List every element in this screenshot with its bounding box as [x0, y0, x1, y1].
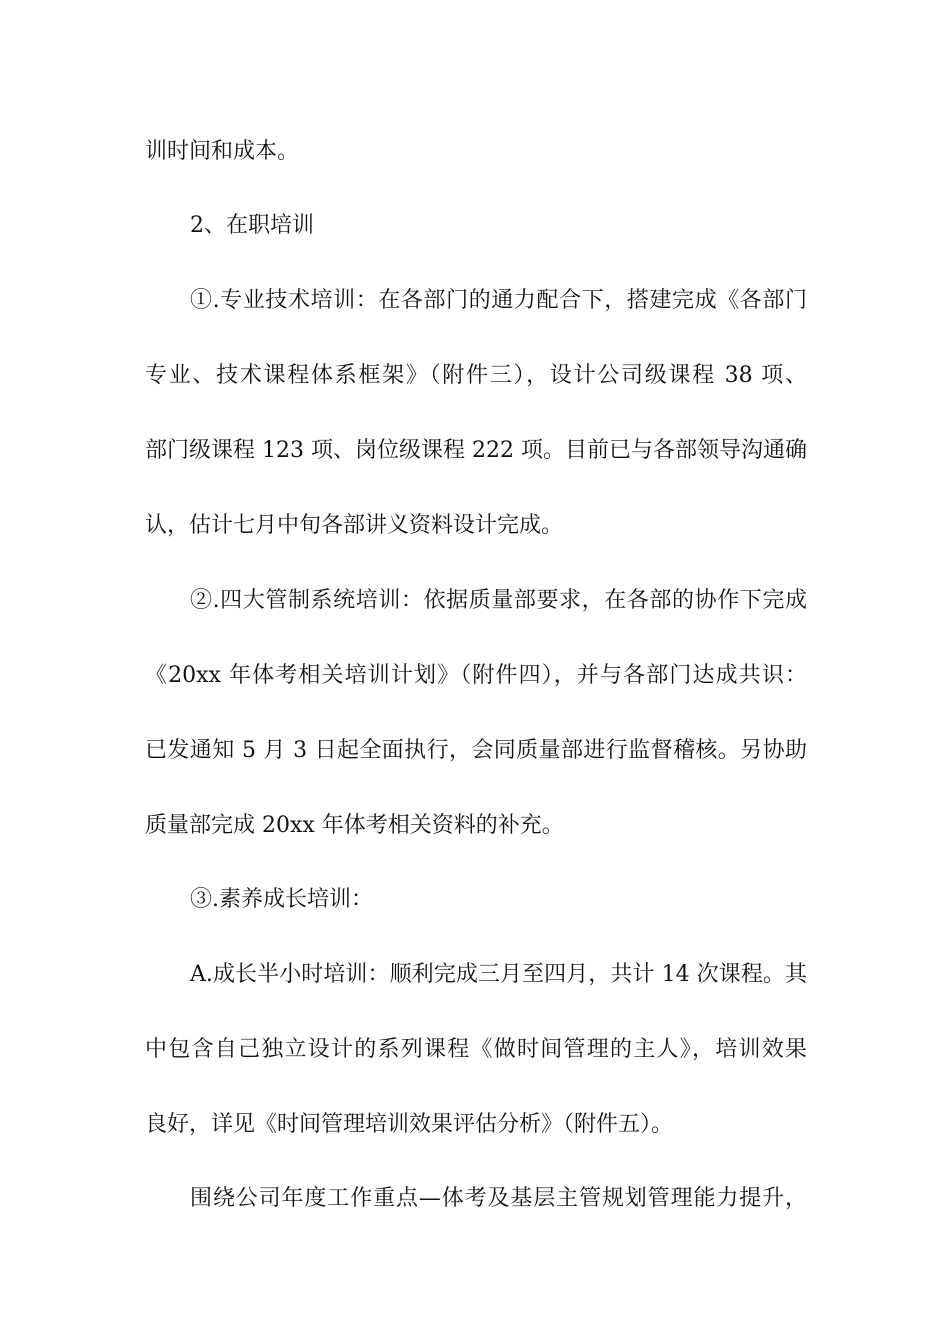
text-line-9: 已发通知 5 月 3 日起全面执行，会同质量部进行监督稽核。另协助 [145, 738, 807, 763]
text-line-4: 专业、技术课程体系框架》（附件三），设计公司级课程 38 项、 [145, 363, 807, 388]
text-line-7: ②.四大管制系统培训：依据质量部要求，在各部的协作下完成 [190, 588, 807, 613]
text-line-11: ③.素养成长培训： [190, 887, 373, 912]
text-line-1: 训时间和成本。 [145, 139, 300, 164]
text-line-13: 中包含自己独立设计的系列课程《做时间管理的主人》，培训效果 [145, 1037, 807, 1062]
text-line-15: 围绕公司年度工作重点—体考及基层主管规划管理能力提升， [190, 1186, 807, 1211]
text-line-8: 《20xx 年体考相关培训计划》（附件四），并与各部门达成共识： [145, 663, 807, 688]
text-line-12: A.成长半小时培训：顺利完成三月至四月，共计 14 次课程。其 [190, 962, 807, 987]
text-line-5: 部门级课程 123 项、岗位级课程 222 项。目前已与各部领导沟通确 [145, 438, 807, 463]
text-line-10: 质量部完成 20xx 年体考相关资料的补充。 [145, 813, 564, 838]
text-line-6: 认，估计七月中旬各部讲义资料设计完成。 [145, 513, 564, 538]
text-line-14: 良好，详见《时间管理培训效果评估分析》（附件五）。 [145, 1112, 674, 1137]
section-heading: 2、在职培训 [190, 213, 314, 238]
text-line-3: ①.专业技术培训：在各部门的通力配合下，搭建完成《各部门 [190, 288, 807, 313]
